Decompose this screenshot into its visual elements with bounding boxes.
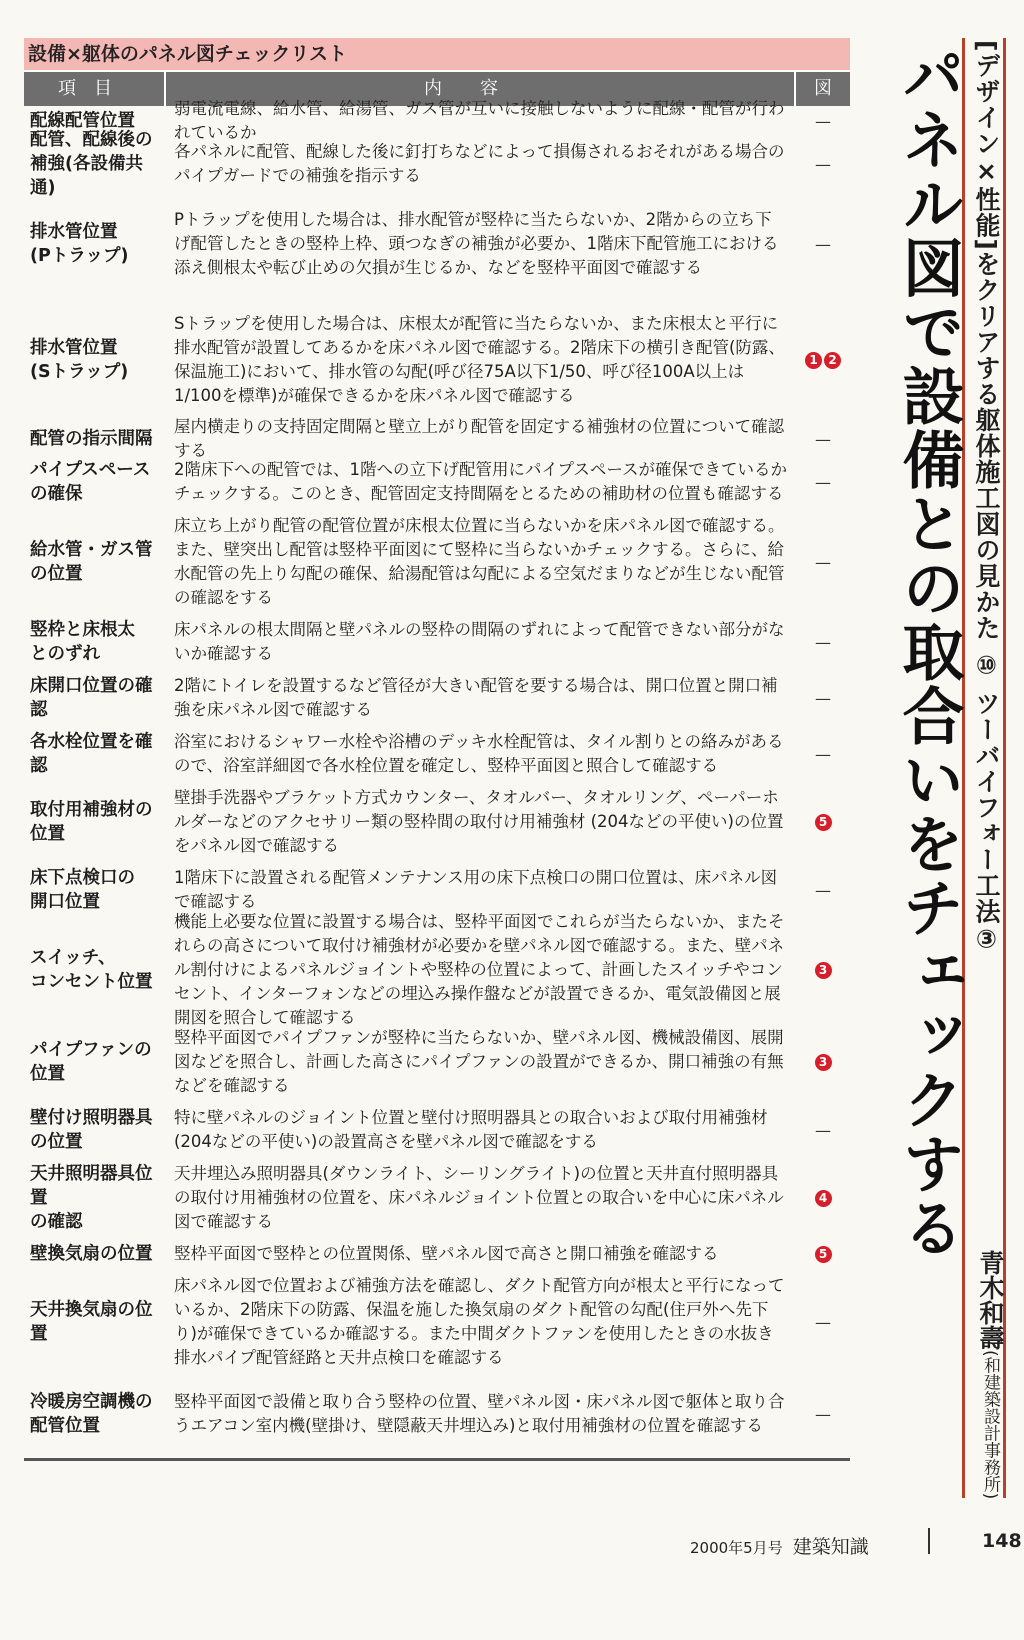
row-item: 冷暖房空調機の 配管位置 [30, 1392, 153, 1436]
footer-divider [928, 1528, 930, 1554]
row-item: パイプスペース の確保 [30, 460, 151, 504]
figure-none: — [815, 154, 831, 174]
header-content: 内容 [164, 72, 794, 106]
row-figure-ref [796, 881, 850, 900]
figure-badge: 5 [815, 814, 832, 831]
row-content: 2階床下への配管では、1階への立下げ配管用にパイプスペースが確保できているかチェックする。このとき、配管固定支持間隔をとるための補助材の位置も確認する [174, 460, 788, 503]
row-content: 竪枠平面図でパイプファンが竪枠に当たらないか、壁パネル図、機械設備図、展開図などを照合し、計画した高さにパイプファンの設置ができるか、開口補強の有無などを確認する [174, 1028, 784, 1095]
figure-badge: 2 [824, 352, 841, 369]
row-figure-ref [796, 1246, 850, 1263]
row-content: Sトラップを使用した場合は、床根太が配管に当たらないか、また床根太と平行に排水配管が設置してあるかを床パネル図で確認する。2階床下の横引き配管(防露、保温施工)において、排水管の勾配(呼び径75A以下1/50、呼び径100A以上は1/100を標準)が確保できるかを床パネル図で確認する [174, 314, 785, 405]
row-item: 取付用補強材の 位置 [30, 800, 153, 844]
table-bottom-rule [24, 1458, 850, 1461]
table-row [24, 1374, 850, 1454]
figure-none: — [815, 1120, 831, 1140]
figure-none: — [815, 632, 831, 652]
footer [690, 1532, 869, 1559]
row-content: 竪枠平面図で竪枠との位置関係、壁パネル図で高さと開口補強を確認する [174, 1244, 719, 1263]
table-row [24, 670, 850, 726]
table-row [24, 417, 850, 460]
footer-magazine: 建築知識 [792, 1536, 869, 1558]
checklist-table [24, 38, 850, 1461]
row-content: 1階床下に設置される配管メンテナンス用の床下点検口の開口位置は、床パネル図で確認する [174, 868, 778, 911]
table-row [24, 454, 850, 510]
figure-none: — [815, 880, 831, 900]
row-item: 給水管・ガス管 の位置 [30, 540, 153, 584]
row-content: 浴室におけるシャワー水栓や浴槽のデッキ水栓配管は、タイル割りとの絡みがあるので、浴室詳細図で各水栓位置を確定し、竪枠平面図と照合して確認する [174, 732, 784, 775]
figure-badge: 4 [815, 1190, 832, 1207]
row-content: 屋内横走りの支持固定間隔と壁立上がり配管を固定する補強材の位置について確認する [174, 417, 785, 460]
row-item: 配線配管位置 [30, 111, 135, 131]
author-name: 青木和壽 [976, 1250, 1005, 1350]
figure-none: — [815, 688, 831, 708]
row-content: 各パネルに配管、配線した後に釘打ちなどによって損傷されるおそれがある場合のパイプガードでの補強を指示する [174, 142, 785, 185]
figure-badge: 3 [815, 962, 832, 979]
table-row [24, 1022, 850, 1102]
row-item: 配管の指示間隔 [30, 429, 153, 449]
table-row [24, 130, 850, 198]
row-content: 床立ち上がり配管の配管位置が床根太位置に当らないかを床パネル図で確認する。また、壁突出し配管は竪枠平面図にて竪枠に当らないかチェックする。さらに、給水配管の先上り勾配の確保、給湯配管は勾配による空気だまりなどが生じない配管の確認をする [174, 516, 785, 607]
row-item: 配管、配線後の 補強(各設備共通) [30, 130, 153, 198]
row-figure-ref [796, 745, 850, 764]
figure-badge: 3 [815, 1054, 832, 1071]
header-item: 項目 [58, 78, 130, 99]
row-item: 壁換気扇の位置 [30, 1244, 153, 1264]
row-figure-ref [796, 1405, 850, 1424]
row-figure-ref [796, 553, 850, 572]
table-row [24, 296, 850, 424]
row-content: 2階にトイレを設置するなど管径が大きい配管を要する場合は、開口位置と開口補強を床パネル図で確認する [174, 676, 778, 719]
page-number: 148 [982, 1530, 1022, 1552]
row-item: 床開口位置の確認 [30, 676, 153, 720]
table-row [24, 510, 850, 614]
row-item: スイッチ、 コンセント位置 [30, 948, 153, 992]
row-item: 各水栓位置を確認 [30, 732, 153, 776]
row-figure-ref [796, 112, 850, 131]
row-content: 天井埋込み照明器具(ダウンライト、シーリングライト)の位置と天井直付照明器具の取付け用補強材の位置を、床パネルジョイント位置との取合いを中心に床パネル図で確認する [174, 1164, 784, 1231]
row-item: 壁付け照明器具 の位置 [30, 1108, 153, 1152]
row-item: パイプファンの 位置 [30, 1040, 152, 1084]
row-content: Pトラップを使用した場合は、排水配管が竪枠に当たらないか、2階からの立ち下げ配管したときの竪枠上枠、頭つなぎの補強が必要か、1階床下配管施工における添え側根太や転び止めの欠損が生じるか、などを竪枠平面図で確認する [174, 210, 779, 277]
series-title: [デザイン×性能]をクリアする躯体施工図の見かた ⑩ ツーバイフォー工法③ [972, 40, 1001, 955]
row-figure-ref [796, 689, 850, 708]
row-figure-ref [796, 1121, 850, 1140]
footer-issue: 2000年5月号 [690, 1539, 783, 1557]
figure-none: — [815, 1404, 831, 1424]
table-row [24, 1270, 850, 1374]
header-figure: 図 [794, 72, 850, 106]
figure-badge: 5 [815, 1246, 832, 1263]
row-figure-ref [796, 235, 850, 254]
figure-none: — [815, 472, 831, 492]
row-content: 床パネル図で位置および補強方法を確認し、ダクト配管方向が根太と平行になっているか、2階床下の防露、保温を施した換気扇のダクト配管の勾配(住戸外へ先下り)が確保できているか確認する。また中間ダクトファンを使用したときの水抜き排水パイプ配管経路と天井点検口を確認する [174, 1276, 785, 1367]
figure-none: — [815, 552, 831, 572]
table-body [24, 99, 850, 1454]
table-row [24, 726, 850, 782]
figure-none: — [815, 111, 831, 131]
row-figure-ref [796, 1313, 850, 1332]
table-row [24, 912, 850, 1027]
row-content: 機能上必要な位置に設置する場合は、竪枠平面図でこれらが当たらないか、またそれらの高さについて取付け補強材が必要かを壁パネル図で確認する。また、壁パネル割付けによるパネルジョイントや竪枠の位置によって、計画したスイッチやコンセント、インターフォンなどの埋込み操作盤などが設置できるか、電気設備図と展開図を照合して確認する [174, 912, 785, 1027]
figure-none: — [815, 234, 831, 254]
row-item: 竪枠と床根太 とのずれ [30, 620, 135, 664]
author-affiliation: (和建築設計事務所) [980, 1350, 1000, 1500]
row-item: 排水管位置 (Sトラップ) [30, 338, 129, 382]
row-figure-ref [796, 352, 850, 369]
table-row [24, 782, 850, 862]
row-figure-ref [796, 814, 850, 831]
row-item: 床下点検口の 開口位置 [30, 868, 135, 912]
row-content: 竪枠平面図で設備と取り合う竪枠の位置、壁パネル図・床パネル図で躯体と取り合うエアコン室内機(壁掛け、壁隠蔽天井埋込み)と取付用補強材の位置を確認する [174, 1392, 785, 1435]
row-content: 特に壁パネルのジョイント位置と壁付け照明器具との取合いおよび取付用補強材(204などの平使い)の設置高さを壁パネル図で確認をする [174, 1108, 768, 1151]
row-figure-ref [796, 633, 850, 652]
table-row [24, 1158, 850, 1238]
row-figure-ref [796, 962, 850, 979]
table-row [24, 1238, 850, 1270]
row-figure-ref [796, 430, 850, 449]
row-item: 天井換気扇の位置 [30, 1300, 153, 1344]
table-row [24, 192, 850, 296]
row-figure-ref [796, 473, 850, 492]
row-figure-ref [796, 1190, 850, 1207]
row-figure-ref [796, 1054, 850, 1071]
row-item: 排水管位置 (Pトラップ) [30, 222, 129, 266]
table-row [24, 614, 850, 670]
row-item: 天井照明器具位置 の確認 [30, 1164, 153, 1232]
page-headline: パネル図で設備との取合いをチェックする [892, 44, 965, 1260]
row-content: 床パネルの根太間隔と壁パネルの竪枠の間隔のずれによって配管できない部分がないか確認する [174, 620, 785, 663]
row-figure-ref [796, 155, 850, 174]
row-content: 弱電流電線、給水管、給湯管、ガス管が互いに接触しないように配線・配管が行われているか [174, 99, 785, 142]
figure-none: — [815, 1312, 831, 1332]
table-row [24, 1102, 850, 1158]
figure-none: — [815, 744, 831, 764]
figure-badge: 1 [805, 352, 822, 369]
figure-none: — [815, 429, 831, 449]
author [972, 1250, 1008, 1499]
row-content: 壁掛手洗器やブラケット方式カウンター、タオルバー、タオルリング、ペーパーホルダーなどのアクセサリー類の竪枠間の取付け用補強材 (204などの平使い)の位置をパネル図で確認する [174, 788, 784, 855]
table-title: 設備×躯体のパネル図チェックリスト [24, 38, 850, 70]
